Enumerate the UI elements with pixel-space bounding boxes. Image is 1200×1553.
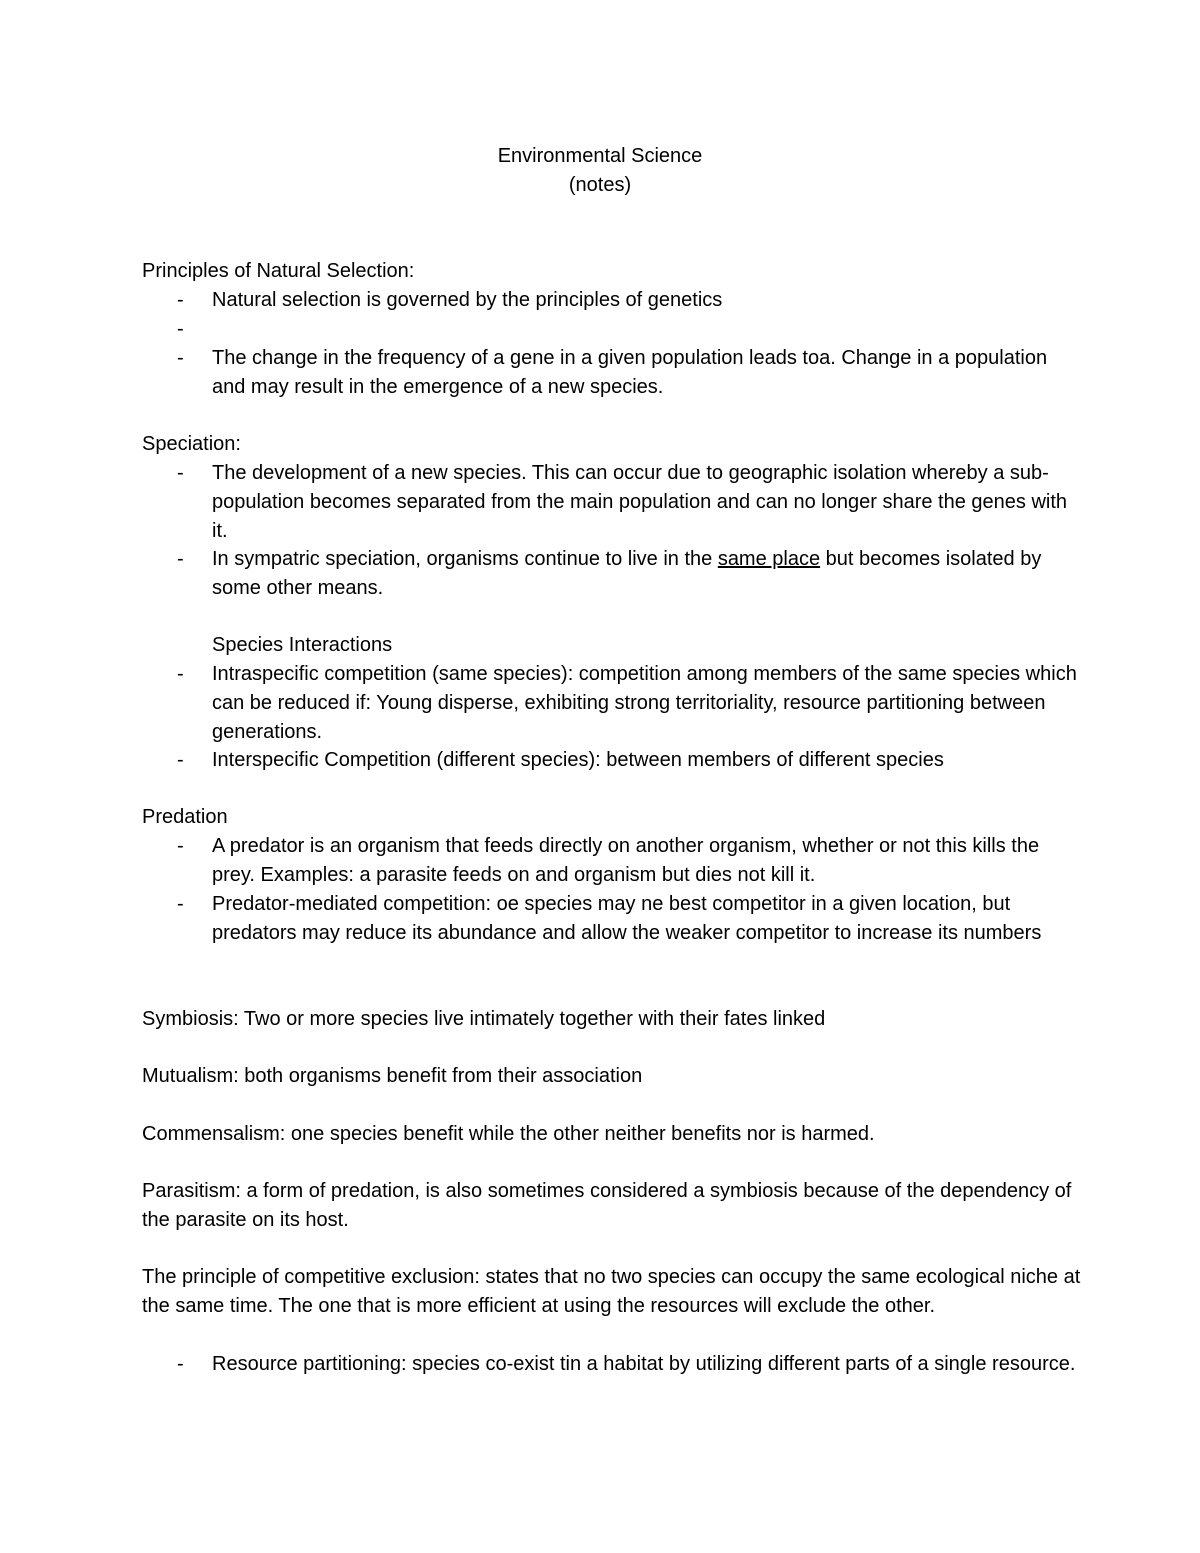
list-item-text: The change in the frequency of a gene in a given population leads toa. Change in a population and may result in the emergence of a new species. [212, 347, 1048, 398]
document-subtitle: (notes) [568, 174, 632, 196]
list-item-text: Resource partitioning: species co-exist tin a habitat by utilizing different parts of a single resource. [212, 1353, 1076, 1375]
list-item-text: Predator-mediated competition: oe species may ne best competitor in a given location, but predators may reduce its abundance and allow the weaker competitor to increase its numbers [212, 893, 1042, 944]
list-item [177, 286, 1077, 315]
underlined-text: same place [717, 548, 821, 570]
speciation-heading: Speciation: [142, 433, 241, 455]
natural-selection-heading: Principles of Natural Selection: [142, 260, 415, 282]
list-item [177, 1350, 1077, 1379]
predation-heading: Predation [142, 806, 228, 828]
document-title: Environmental Science [497, 145, 703, 167]
bullet-dash: - [177, 462, 184, 484]
mutualism-definition: Mutualism: both organisms benefit from their association [142, 1065, 643, 1087]
bullet-dash: - [177, 347, 184, 369]
commensalism-definition: Commensalism: one species benefit while the other neither benefits nor is harmed. [142, 1123, 875, 1145]
bullet-dash: - [177, 893, 184, 915]
list-item [177, 459, 1077, 545]
list-item-text: Natural selection is governed by the principles of genetics [212, 289, 723, 311]
bullet-dash: - [177, 318, 184, 340]
list-item [177, 746, 1077, 775]
bullet-dash: - [177, 835, 184, 857]
bullet-dash: - [177, 749, 184, 771]
list-item-text: The development of a new species. This can occur due to geographic isolation whereby a sub-population becomes separated from the main population and can no longer share the genes with it. [212, 462, 1068, 542]
bullet-dash: - [177, 289, 184, 311]
list-item-text [212, 545, 1077, 603]
list-item [177, 660, 1077, 746]
bullet-dash: - [177, 548, 184, 570]
species-interactions-heading: Species Interactions [212, 634, 393, 656]
bullet-dash: - [177, 1353, 184, 1375]
list-item-text: Intraspecific competition (same species): competition among members of the same species which can be reduced if: Young disperse, exhibiting strong territoriality, resource partitioning between generations. [212, 663, 1077, 743]
list-item-text: Interspecific Competition (different species): between members of different species [212, 749, 944, 771]
list-item [177, 344, 1077, 402]
competitive-exclusion-definition: The principle of competitive exclusion: states that no two species can occupy the same ecological niche at the same time. The one that is more efficient at using the resources will exclude the other. [142, 1266, 1081, 1317]
text-segment: In sympatric speciation, organisms continue to live in the [212, 548, 718, 570]
symbiosis-definition: Symbiosis: Two or more species live intimately together with their fates linked [142, 1008, 826, 1030]
list-item [177, 545, 1077, 603]
text-segment: but becomes isolated by some other means. [212, 548, 1042, 599]
parasitism-definition: Parasitism: a form of predation, is also sometimes considered a symbiosis because of the dependency of the parasite on its host. [142, 1180, 1072, 1231]
list-item [177, 832, 1077, 890]
list-item [177, 890, 1077, 948]
list-item-text: A predator is an organism that feeds directly on another organism, whether or not this kills the prey. Examples: a parasite feeds on and organism but dies not kill it. [212, 835, 1040, 886]
bullet-dash: - [177, 663, 184, 685]
